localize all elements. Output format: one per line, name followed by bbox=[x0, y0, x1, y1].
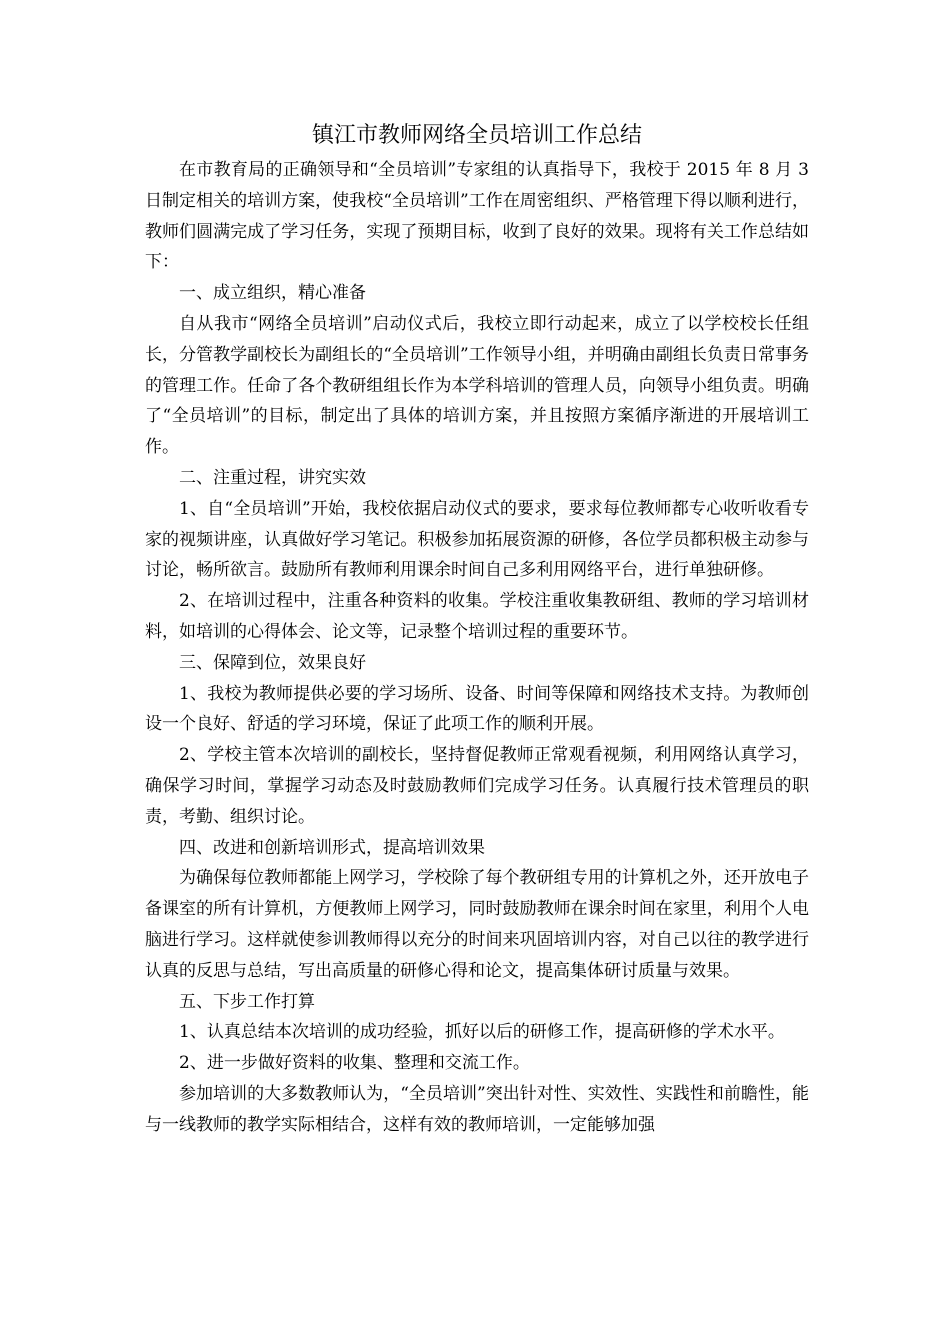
closing-paragraph: 参加培训的大多数教师认为，“全员培训”突出针对性、实效性、实践性和前瞻性，能与一线教师的教学实际相结合，这样有效的教师培训，一定能够加强 bbox=[145, 1083, 809, 1135]
section-3-item-2: 2、学校主管本次培训的副校长，坚持督促教师正常观看视频，利用网络认真学习，确保学习时间，掌握学习动态及时鼓励教师们完成学习任务。认真履行技术管理员的职责，考勤、组织讨论。 bbox=[145, 745, 809, 827]
intro-paragraph: 在市教育局的正确领导和“全员培训”专家组的认真指导下，我校于 2015 年 8 月 3 日制定相关的培训方案，使我校“全员培训”工作在周密组织、严格管理下得以顺利进行，教师们圆满完成了学习任务，实现了预期目标，收到了良好的效果。现将有关工作总结如下： bbox=[145, 160, 809, 273]
section-3-item-1: 1、我校为教师提供必要的学习场所、设备、时间等保障和网络技术支持。为教师创设一个良好、舒适的学习环境，保证了此项工作的顺利开展。 bbox=[145, 683, 809, 735]
section-heading-1: 一、成立组织，精心准备 bbox=[179, 283, 366, 304]
section-5-item-2: 2、进一步做好资料的收集、整理和交流工作。 bbox=[179, 1053, 530, 1074]
section-4-paragraph: 为确保每位教师都能上网学习，学校除了每个教研组专用的计算机之外，还开放电子备课室的所有计算机，方便教师上网学习，同时鼓励教师在课余时间在家里，利用个人电脑进行学习。这样就使参训教师得以充分的时间来巩固培训内容，对自己以往的教学进行认真的反思与总结，写出高质量的研修心得和论文，提高集体研讨质量与效果。 bbox=[145, 868, 809, 981]
section-2-item-2: 2、在培训过程中，注重各种资料的收集。学校注重收集教研组、教师的学习培训材料，如培训的心得体会、论文等，记录整个培训过程的重要环节。 bbox=[145, 591, 809, 642]
section-1-paragraph: 自从我市“网络全员培训”启动仪式后，我校立即行动起来，成立了以学校校长任组长，分管教学副校长为副组长的“全员培训”工作领导小组，并明确由副组长负责日常事务的管理工作。任命了各个教研组组长作为本学科培训的管理人员，向领导小组负责。明确了“全员培训”的目标，制定出了具体的培训方案，并且按照方案循序渐进的开展培训工作。 bbox=[145, 313, 809, 458]
section-heading-5: 五、下步工作打算 bbox=[179, 991, 315, 1012]
section-heading-2: 二、注重过程，讲究实效 bbox=[179, 467, 366, 488]
section-heading-4: 四、改进和创新培训形式，提高培训效果 bbox=[179, 837, 485, 858]
section-2-item-1: 1、自“全员培训”开始，我校依据启动仪式的要求，要求每位教师都专心收听收看专家的视频讲座，认真做好学习笔记。积极参加拓展资源的研修，各位学员都积极主动参与讨论，畅所欲言。鼓励所有教师利用课余时间自己多利用网络平台，进行单独研修。 bbox=[145, 498, 809, 581]
document-body bbox=[145, 118, 809, 1141]
section-5-item-1: 1、认真总结本次培训的成功经验，抓好以后的研修工作，提高研修的学术水平。 bbox=[179, 1022, 785, 1043]
section-heading-3: 三、保障到位，效果良好 bbox=[179, 652, 366, 673]
document-title: 镇江市教师网络全员培训工作总结 bbox=[311, 123, 642, 148]
